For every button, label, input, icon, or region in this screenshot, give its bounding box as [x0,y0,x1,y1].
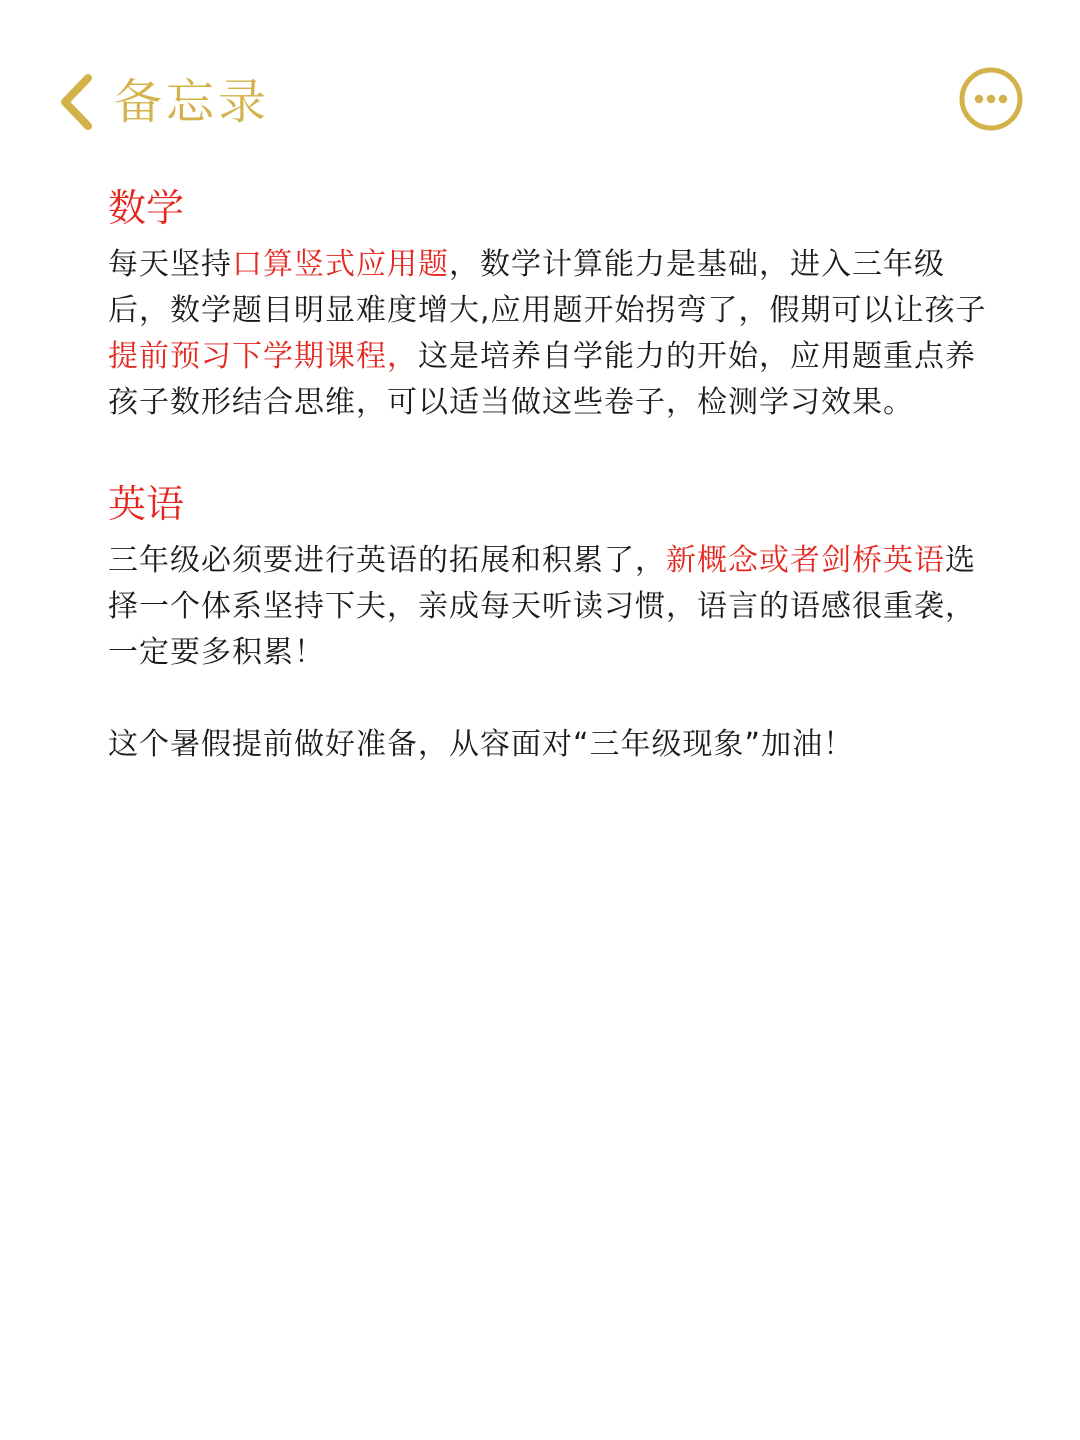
chevron-left-icon [56,72,96,132]
back-label: 备忘录 [114,74,271,130]
note-body[interactable] [108,180,988,768]
math-text-1: 每天坚持 [108,247,232,282]
math-paragraph [108,242,988,426]
math-heading: 数学 [108,186,185,230]
english-text-1: 三年级必须要进行英语的拓展和积累了， [108,543,666,578]
english-paragraph [108,538,988,676]
navigation-bar [0,0,1080,180]
math-highlight-1: 口算竖式应用题 [232,247,449,282]
more-horizontal-icon [958,66,1024,132]
english-heading: 英语 [108,482,185,526]
english-text-2: 选择一个体系坚持下夫，亲成每天听读习惯，语言的语感很重袭，一定要多积累！ [108,543,976,670]
closing-paragraph: 这个暑假提前做好准备，从容面对“三年级现象”加油！ [108,727,855,762]
english-highlight: 新概念或者剑桥英语 [666,543,945,578]
math-text-3: 这是培养自学能力的开始，应用题重点养孩子数形结合思维，可以适当做这些卷子，检测学习效果。 [108,339,976,420]
math-highlight-2: 提前预习下学期课程， [108,339,418,374]
more-options-button[interactable] [958,66,1024,132]
math-text-2: ，数学计算能力是基础，进入三年级后，数学题目明显难度增大,应用题开始拐弯了，假期可以让孩子 [108,247,987,328]
back-button[interactable] [56,66,270,138]
